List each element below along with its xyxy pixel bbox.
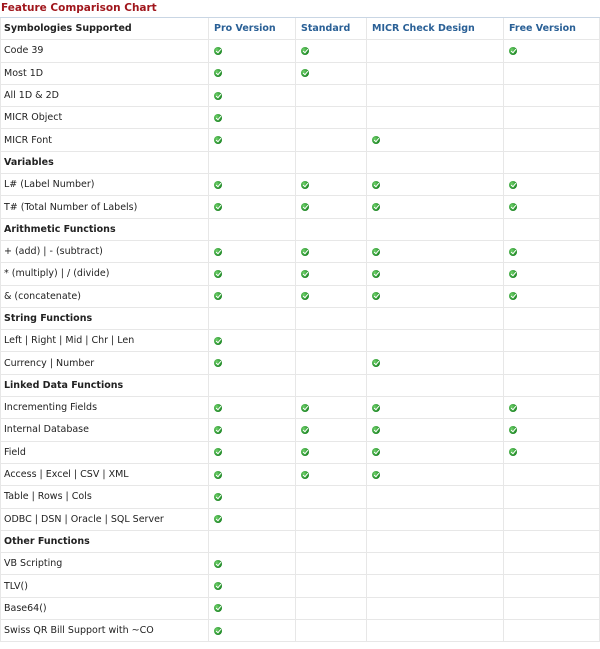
support-cell <box>209 263 296 285</box>
check-icon <box>509 448 517 456</box>
support-cell <box>209 463 296 485</box>
table-row <box>1 553 600 575</box>
support-cell <box>367 174 504 196</box>
support-cell <box>367 151 504 173</box>
support-cell <box>504 620 600 642</box>
section-row <box>1 151 600 173</box>
support-cell <box>504 374 600 396</box>
support-cell <box>209 62 296 84</box>
support-cell <box>209 397 296 419</box>
feature-label: All 1D & 2D <box>1 84 209 106</box>
table-row <box>1 263 600 285</box>
check-icon <box>214 426 222 434</box>
check-icon <box>301 471 309 479</box>
support-cell <box>296 397 367 419</box>
support-cell <box>367 463 504 485</box>
check-icon <box>214 136 222 144</box>
feature-label: MICR Font <box>1 129 209 151</box>
support-cell <box>296 486 367 508</box>
check-icon <box>214 515 222 523</box>
check-icon <box>301 248 309 256</box>
support-cell <box>504 218 600 240</box>
support-cell <box>209 575 296 597</box>
support-cell <box>504 263 600 285</box>
check-icon <box>214 493 222 501</box>
feature-label: + (add) | - (subtract) <box>1 240 209 262</box>
support-cell <box>504 441 600 463</box>
section-label: Variables <box>1 151 209 173</box>
table-row <box>1 40 600 62</box>
support-cell <box>209 486 296 508</box>
check-icon <box>509 292 517 300</box>
support-cell <box>209 508 296 530</box>
check-icon <box>509 47 517 55</box>
support-cell <box>209 174 296 196</box>
feature-label: ODBC | DSN | Oracle | SQL Server <box>1 508 209 530</box>
support-cell <box>296 196 367 218</box>
table-row <box>1 285 600 307</box>
check-icon <box>214 359 222 367</box>
check-icon <box>301 426 309 434</box>
support-cell <box>504 463 600 485</box>
support-cell <box>504 530 600 552</box>
check-icon <box>372 203 380 211</box>
section-label: Arithmetic Functions <box>1 218 209 240</box>
support-cell <box>504 486 600 508</box>
support-cell <box>296 463 367 485</box>
table-row <box>1 129 600 151</box>
check-icon <box>214 114 222 122</box>
check-icon <box>214 404 222 412</box>
support-cell <box>296 597 367 619</box>
support-cell <box>504 107 600 129</box>
support-cell <box>296 263 367 285</box>
table-row <box>1 240 600 262</box>
table-row <box>1 174 600 196</box>
support-cell <box>296 553 367 575</box>
support-cell <box>367 285 504 307</box>
support-cell <box>209 330 296 352</box>
support-cell <box>296 575 367 597</box>
support-cell <box>209 107 296 129</box>
support-cell <box>504 129 600 151</box>
check-icon <box>372 292 380 300</box>
support-cell <box>296 62 367 84</box>
check-icon <box>509 248 517 256</box>
feature-label: Incrementing Fields <box>1 397 209 419</box>
support-cell <box>504 62 600 84</box>
section-label: Linked Data Functions <box>1 374 209 396</box>
check-icon <box>372 404 380 412</box>
support-cell <box>296 307 367 329</box>
support-cell <box>367 508 504 530</box>
support-cell <box>504 419 600 441</box>
support-cell <box>296 40 367 62</box>
feature-label: Table | Rows | Cols <box>1 486 209 508</box>
header-standard: Standard <box>296 18 367 40</box>
table-row <box>1 597 600 619</box>
support-cell <box>367 107 504 129</box>
support-cell <box>504 352 600 374</box>
support-cell <box>367 352 504 374</box>
header-pro-version: Pro Version <box>209 18 296 40</box>
support-cell <box>367 530 504 552</box>
support-cell <box>296 330 367 352</box>
support-cell <box>367 575 504 597</box>
support-cell <box>367 419 504 441</box>
table-row <box>1 508 600 530</box>
support-cell <box>504 84 600 106</box>
feature-label: Currency | Number <box>1 352 209 374</box>
support-cell <box>296 174 367 196</box>
support-cell <box>209 441 296 463</box>
support-cell <box>209 196 296 218</box>
support-cell <box>209 620 296 642</box>
check-icon <box>214 69 222 77</box>
support-cell <box>504 307 600 329</box>
feature-label: Code 39 <box>1 40 209 62</box>
check-icon <box>372 136 380 144</box>
feature-label: Field <box>1 441 209 463</box>
support-cell <box>296 129 367 151</box>
support-cell <box>209 352 296 374</box>
table-row <box>1 620 600 642</box>
table-row <box>1 84 600 106</box>
support-cell <box>296 508 367 530</box>
support-cell <box>367 553 504 575</box>
feature-label: * (multiply) | / (divide) <box>1 263 209 285</box>
table-row <box>1 397 600 419</box>
check-icon <box>214 92 222 100</box>
check-icon <box>372 270 380 278</box>
section-row <box>1 374 600 396</box>
check-icon <box>372 248 380 256</box>
support-cell <box>504 40 600 62</box>
check-icon <box>509 181 517 189</box>
support-cell <box>209 285 296 307</box>
check-icon <box>509 203 517 211</box>
table-row <box>1 463 600 485</box>
feature-label: Left | Right | Mid | Chr | Len <box>1 330 209 352</box>
table-row <box>1 419 600 441</box>
section-row <box>1 530 600 552</box>
support-cell <box>296 218 367 240</box>
support-cell <box>504 553 600 575</box>
feature-label: Internal Database <box>1 419 209 441</box>
table-row <box>1 196 600 218</box>
support-cell <box>504 330 600 352</box>
check-icon <box>301 292 309 300</box>
support-cell <box>367 441 504 463</box>
check-icon <box>509 270 517 278</box>
check-icon <box>372 181 380 189</box>
support-cell <box>209 218 296 240</box>
support-cell <box>367 240 504 262</box>
check-icon <box>214 560 222 568</box>
support-cell <box>367 84 504 106</box>
support-cell <box>296 620 367 642</box>
support-cell <box>504 285 600 307</box>
header-free-version: Free Version <box>504 18 600 40</box>
header-feature-label: Symbologies Supported <box>1 18 209 40</box>
support-cell <box>209 307 296 329</box>
support-cell <box>296 530 367 552</box>
check-icon <box>214 181 222 189</box>
check-icon <box>372 426 380 434</box>
support-cell <box>209 419 296 441</box>
check-icon <box>214 292 222 300</box>
support-cell <box>296 441 367 463</box>
check-icon <box>214 337 222 345</box>
support-cell <box>367 486 504 508</box>
feature-label: MICR Object <box>1 107 209 129</box>
support-cell <box>504 397 600 419</box>
support-cell <box>296 419 367 441</box>
table-row <box>1 441 600 463</box>
table-row <box>1 107 600 129</box>
support-cell <box>504 196 600 218</box>
support-cell <box>367 307 504 329</box>
table-row <box>1 352 600 374</box>
feature-label: & (concatenate) <box>1 285 209 307</box>
support-cell <box>367 374 504 396</box>
check-icon <box>301 47 309 55</box>
feature-label: Swiss QR Bill Support with ~CO <box>1 620 209 642</box>
section-label: Other Functions <box>1 530 209 552</box>
table-row <box>1 330 600 352</box>
check-icon <box>214 270 222 278</box>
support-cell <box>209 597 296 619</box>
check-icon <box>301 181 309 189</box>
header-row <box>1 18 600 40</box>
check-icon <box>509 404 517 412</box>
support-cell <box>504 597 600 619</box>
support-cell <box>209 553 296 575</box>
support-cell <box>367 597 504 619</box>
table-row <box>1 62 600 84</box>
support-cell <box>296 84 367 106</box>
check-icon <box>372 471 380 479</box>
support-cell <box>504 151 600 173</box>
support-cell <box>209 374 296 396</box>
feature-label: Base64() <box>1 597 209 619</box>
support-cell <box>367 397 504 419</box>
header-micr-check-design: MICR Check Design <box>367 18 504 40</box>
support-cell <box>209 40 296 62</box>
support-cell <box>296 151 367 173</box>
feature-comparison-table <box>0 18 600 642</box>
feature-label: T# (Total Number of Labels) <box>1 196 209 218</box>
support-cell <box>209 240 296 262</box>
support-cell <box>367 620 504 642</box>
check-icon <box>214 248 222 256</box>
support-cell <box>367 40 504 62</box>
support-cell <box>504 575 600 597</box>
check-icon <box>372 359 380 367</box>
support-cell <box>209 84 296 106</box>
check-icon <box>301 270 309 278</box>
check-icon <box>301 203 309 211</box>
check-icon <box>214 448 222 456</box>
check-icon <box>214 604 222 612</box>
support-cell <box>367 330 504 352</box>
check-icon <box>214 627 222 635</box>
support-cell <box>296 352 367 374</box>
section-row <box>1 307 600 329</box>
check-icon <box>301 448 309 456</box>
support-cell <box>209 129 296 151</box>
check-icon <box>214 471 222 479</box>
support-cell <box>209 151 296 173</box>
section-row <box>1 218 600 240</box>
check-icon <box>214 203 222 211</box>
table-row <box>1 575 600 597</box>
check-icon <box>301 69 309 77</box>
check-icon <box>301 404 309 412</box>
support-cell <box>367 196 504 218</box>
support-cell <box>367 62 504 84</box>
support-cell <box>504 240 600 262</box>
feature-label: TLV() <box>1 575 209 597</box>
support-cell <box>367 263 504 285</box>
support-cell <box>504 508 600 530</box>
check-icon <box>372 448 380 456</box>
table-row <box>1 486 600 508</box>
support-cell <box>296 374 367 396</box>
check-icon <box>214 47 222 55</box>
support-cell <box>296 285 367 307</box>
feature-label: VB Scripting <box>1 553 209 575</box>
check-icon <box>509 426 517 434</box>
feature-label: Access | Excel | CSV | XML <box>1 463 209 485</box>
feature-label: L# (Label Number) <box>1 174 209 196</box>
check-icon <box>214 582 222 590</box>
page-title: Feature Comparison Chart <box>0 0 600 18</box>
feature-label: Most 1D <box>1 62 209 84</box>
support-cell <box>504 174 600 196</box>
support-cell <box>367 218 504 240</box>
support-cell <box>367 129 504 151</box>
support-cell <box>296 240 367 262</box>
support-cell <box>209 530 296 552</box>
section-label: String Functions <box>1 307 209 329</box>
support-cell <box>296 107 367 129</box>
